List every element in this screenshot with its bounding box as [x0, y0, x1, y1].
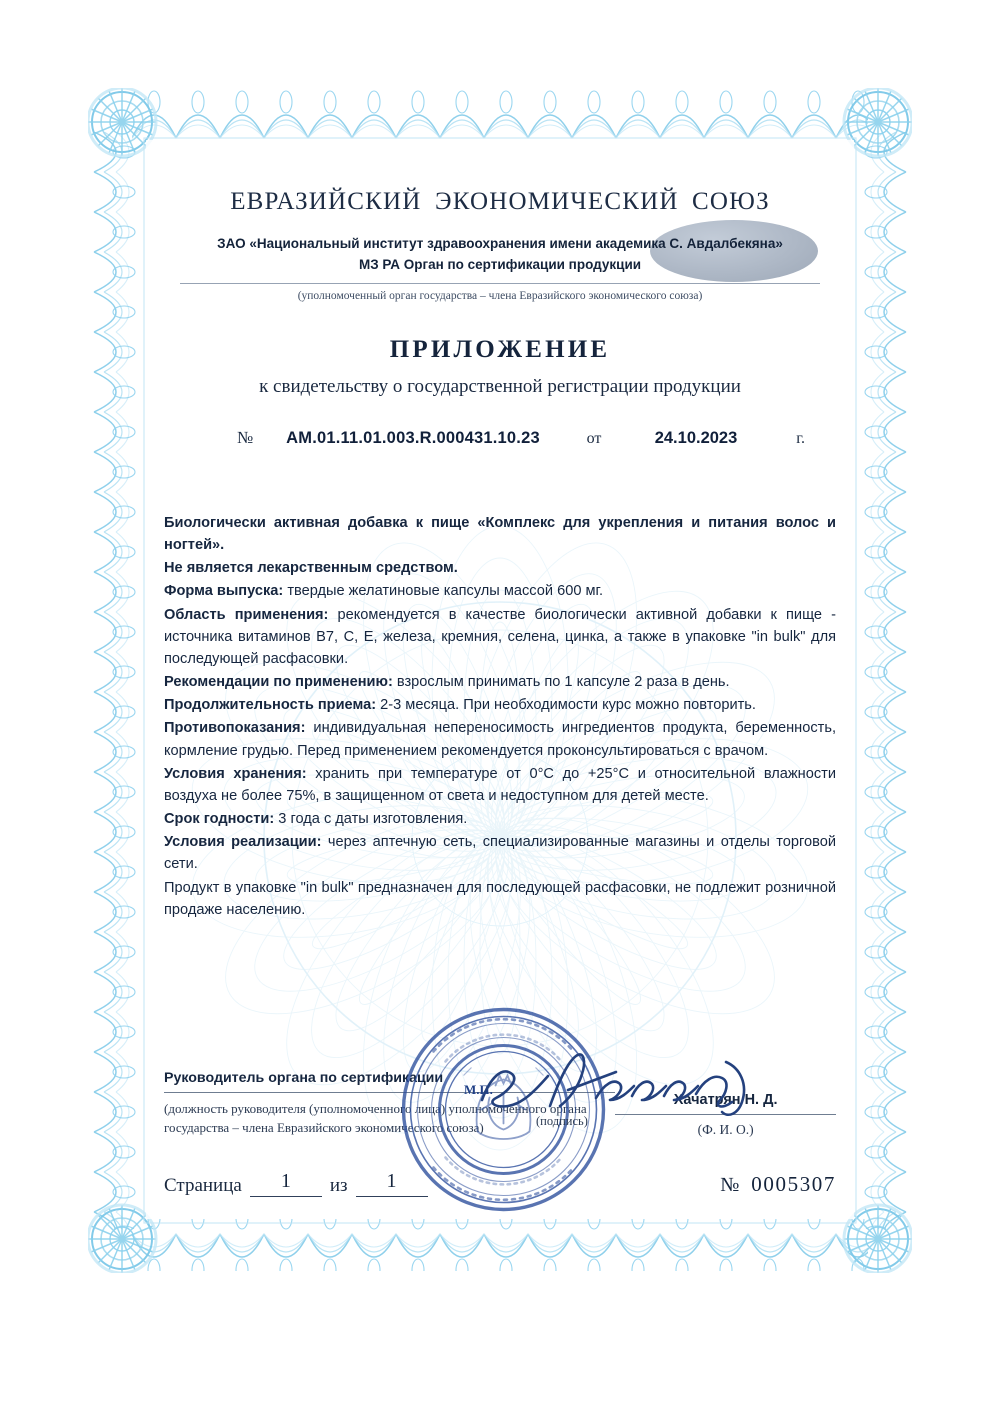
page-footer [164, 1170, 836, 1197]
duration-value: 2-3 месяца. При необходимости курс можно повторить. [376, 697, 756, 714]
of-label: из [329, 1175, 348, 1196]
sale-conditions-line [164, 831, 836, 875]
header-divider [180, 283, 820, 284]
signatory-name-caption: (Ф. И. О.) [697, 1121, 754, 1137]
product-name-line [164, 512, 836, 556]
signatory-role-caption: (должность руководителя (уполномоченного лица) уполномоченного органа государства – члена Евразийского экономического союза) [164, 1101, 587, 1135]
scope-value: рекомендуется в качестве биологически активной добавки к пище - источника витаминов B7, C, E, железа, кремния, селена, цинка, а также в упаковке "in bulk" для последующей расфасовки. [164, 606, 836, 667]
page-subtitle: к свидетельству о государственной регистрации продукции [259, 375, 741, 397]
product-name: Биологически активная добавка к пище «Комплекс для укрепления и питания волос и ногтей». [164, 514, 836, 554]
authorized-body-note: (уполномоченный орган государства – члена Евразийского экономического союза) [297, 289, 703, 302]
duration-line [164, 694, 836, 716]
number-sign: № [237, 427, 254, 447]
scope-label: Область применения: [164, 606, 329, 623]
not-medicine: Не является лекарственным средством. [164, 560, 458, 577]
duration-label: Продолжительность приема: [164, 697, 377, 714]
contraindications-value: индивидуальная непереносимость ингредиентов продукта, беременность, кормление грудью. Перед применением рекомендуется проконсультироваться с врачом. [164, 720, 836, 759]
contraindications-line [164, 717, 836, 761]
page-current-slot [250, 1170, 322, 1197]
page-counter [164, 1170, 428, 1197]
contraindications-label: Противопоказания: [164, 720, 306, 737]
organization-line-2: МЗ РА Орган по сертификации продукции [358, 256, 642, 272]
year-suffix: г. [796, 429, 805, 447]
usage-value: взрослым принимать по 1 капсуле 2 раза в день. [392, 674, 730, 691]
registration-date: 24.10.2023 [654, 428, 738, 447]
signature-line-left [164, 1092, 615, 1093]
organization-line-1: ЗАО «Национальный институт здравоохранения имени академика С. Авдалбекяна» [217, 236, 783, 251]
union-title: ЕВРАЗИЙСКИЙ ЭКОНОМИЧЕСКИЙ СОЮЗ [230, 188, 770, 215]
page-total: 1 [386, 1170, 397, 1192]
form-line [164, 580, 836, 602]
sale-conditions-label: Условия реализации: [164, 834, 322, 851]
storage-value: хранить при температуре от 0°C до +25°C и относительной влажности воздуха не более 75%, в защищенном от света и недоступном для детей месте. [164, 765, 836, 804]
page-current: 1 [280, 1170, 291, 1192]
mp-label: М.П. [464, 1082, 493, 1097]
storage-label: Условия хранения: [164, 765, 307, 782]
signature-caption: (подпись) [536, 1114, 588, 1128]
shelf-life-label: Срок годности: [164, 811, 275, 828]
form-label: Форма выпуска: [164, 583, 284, 600]
certificate-sheet [88, 88, 912, 1273]
shelf-life-line [164, 808, 836, 830]
organization-name [180, 234, 820, 276]
scope-line [164, 604, 836, 671]
shelf-life-value: 3 года с даты изготовления. [274, 811, 468, 828]
page-title: ПРИЛОЖЕНИЕ [389, 335, 611, 363]
serial-block [720, 1172, 836, 1197]
signature-block [164, 1070, 836, 1138]
from-label: от [586, 429, 602, 447]
bulk-note: Продукт в упаковке "in bulk" предназначен для последующей расфасовки, не подлежит розничной продаже населению. [164, 879, 836, 918]
signatory-role: Руководитель органа по сертификации [164, 1070, 444, 1086]
signature-line-right [615, 1114, 836, 1115]
signature-right-column [615, 1092, 836, 1138]
not-medicine-line [164, 557, 836, 579]
page-label: Страница [164, 1175, 242, 1196]
sale-conditions-value: через аптечную сеть, специализированные магазины и отделы торговой сети. [164, 834, 837, 873]
usage-line [164, 671, 836, 693]
signatory-name: Хачатрян Н. Д. [673, 1091, 778, 1108]
serial-number: 0005307 [751, 1172, 836, 1196]
product-description [164, 512, 836, 921]
page-total-slot [356, 1170, 428, 1197]
form-value: твердые желатиновые капсулы массой 600 мг. [283, 583, 604, 600]
serial-sign: № [720, 1174, 740, 1196]
registration-line [146, 428, 854, 448]
registration-number: AM.01.11.01.003.R.000431.10.23 [286, 428, 540, 447]
signature-row [164, 1070, 836, 1138]
storage-line [164, 763, 836, 807]
usage-label: Рекомендации по применению: [164, 674, 393, 691]
